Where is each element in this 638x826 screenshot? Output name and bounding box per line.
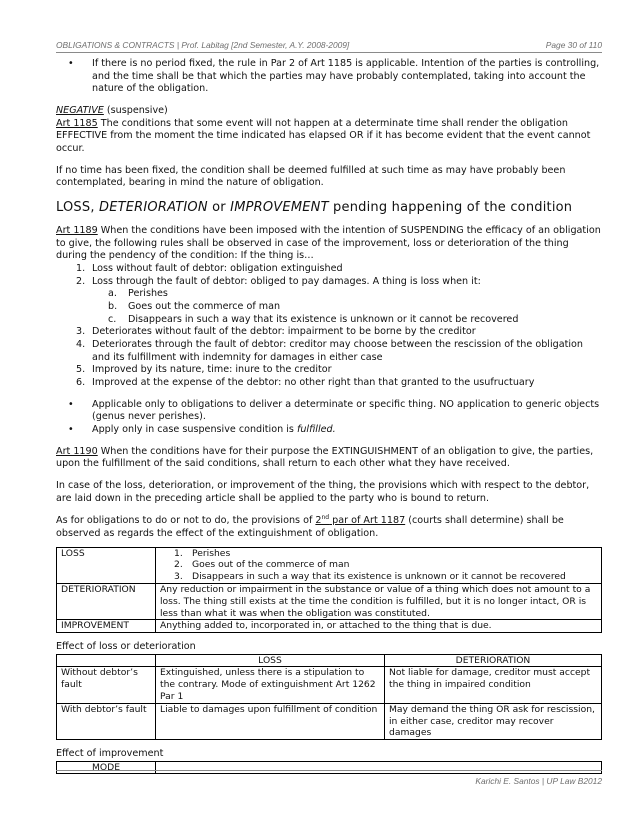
list-item: 4. Deteriorates through the fault of debtor: creditor may choose between the rescission of the obligation and its fulfillment with indemnity for damages in either case [76, 338, 583, 363]
table-cell: LOSS [57, 547, 156, 583]
page-header [56, 40, 602, 52]
sub-list-item: c. Disappears in such a way that its existence is unknown or it cannot be recovered [108, 313, 519, 325]
art-1189-ref: Art 1189 [56, 225, 98, 237]
list-item: 1. Loss without fault of debtor: obligation extinguished [76, 263, 343, 275]
art-1189: Art 1189 When the conditions have been imposed with the intention of SUSPENDING the efficacy of an obligation to give, the following rules shall be observed in case of the improvement, loss or deterioration of the thing during the pendency of the condition: If the thing is… [56, 225, 601, 262]
table-cell: Liable to damages upon fulfillment of condition [156, 703, 385, 739]
table-row [57, 547, 602, 583]
table-row [57, 583, 602, 619]
sub-list-item: a. Perishes [108, 288, 168, 300]
art-1185-ref: Art 1185 [56, 117, 98, 129]
table-header-row [57, 761, 602, 774]
table-cell: Extinguished, unless there is a stipulation to the contrary. Mode of extinguishment Art 1262 Par 1 [156, 667, 385, 703]
art-1190: Art 1190 When the conditions have for their purpose the EXTINGUISHMENT of an obligation to give, the parties, upon the fulfillment of the said conditions, shall return to each other what they have received. [56, 445, 594, 470]
definitions-table [56, 547, 602, 633]
list-item: 3. Deteriorates without fault of the debtor: impairment to be borne by the creditor [76, 326, 476, 338]
table-header: LOSS [156, 654, 385, 667]
table-cell: Without debtor’s fault [57, 667, 156, 703]
art-1187-ref: 2nd par of Art 1187 [315, 514, 406, 527]
table-header-row [57, 654, 602, 667]
bullet-item: • Apply only in case suspensive condition is fulfilled. [68, 423, 336, 435]
table-cell: With debtor’s fault [57, 703, 156, 739]
list-item: 5. Improved by its nature, time: inure to the creditor [76, 364, 332, 376]
page-content [56, 58, 602, 774]
page-footer: Karichi E. Santos | UP Law B2012 [475, 776, 602, 786]
bullet-icon: • [68, 58, 74, 69]
table-header: MODE [57, 761, 156, 774]
table-row [57, 667, 602, 703]
art-1190-paragraph: In case of the loss, deterioration, or improvement of the thing, the provisions which with respect to the debtor, are laid down in the preceding article shall be applied to the party who is bound to return. [56, 479, 590, 504]
art-1190-ref: Art 1190 [56, 445, 98, 457]
bullet-icon: • [68, 423, 74, 435]
table-cell: IMPROVEMENT [57, 620, 156, 633]
art-1185: Art 1185 The conditions that some event will not happen at a determinate time shall render the obligation EFFECTIVE from the moment the time indicated has elapsed OR if it has become evident that the event cannot occur. [56, 117, 591, 154]
table-cell: May demand the thing OR ask for rescission, in either case, creditor may recover damages [385, 703, 602, 739]
bullet-icon: • [68, 398, 74, 410]
header-title: OBLIGATIONS & CONTRACTS | Prof. Labitag [2nd Semester, A.Y. 2008-2009] [56, 40, 350, 50]
loss-deterioration-table [56, 654, 602, 740]
table-heading: Effect of improvement [56, 748, 164, 760]
table-row [57, 703, 602, 739]
table-cell: 1. Perishes 2. Goes out of the commerce of man 3. Disappears in such a way that its existence is unknown or it cannot be recovered [156, 547, 602, 583]
table-cell: Anything added to, incorporated in, or attached to the thing that is due. [156, 620, 602, 633]
bullet-item: • Applicable only to obligations to deliver a determinate or specific thing. NO application to generic objects (genus never perishes). [68, 398, 600, 423]
table-cell: Not liable for damage, creditor must accept the thing in impaired condition [385, 667, 602, 703]
header-rule [56, 52, 602, 53]
negative-heading: NEGATIVE (suspensive) [56, 104, 168, 116]
table-cell: Any reduction or impairment in the substance or value of a thing which does not amount to a loss. The thing still exists at the time the condition is fulfilled, but it is no longer intact, OR is less than what it was when the obligation was constituted. [156, 583, 602, 619]
table-row [57, 620, 602, 633]
sub-list-item: b. Goes out the commerce of man [108, 301, 281, 312]
table-heading: Effect of loss or deterioration [56, 641, 196, 653]
bullet-text: If there is no period fixed, the rule in Par 2 of Art 1185 is applicable. Intention of the parties is controlling, and the time shall be that which the parties may have probably contemplated, taking into account the nature of the obligation. [92, 58, 600, 95]
improvement-table [56, 761, 602, 775]
art-1190-paragraph: As for obligations to do or not to do, the provisions of 2nd par of Art 1187 (courts shall determine) shall be observed as regards the effect of the extinguishment of obligation. [56, 514, 564, 540]
table-cell: DETERIORATION [57, 583, 156, 619]
footer-rule [56, 770, 602, 771]
negative-paragraph: If no time has been fixed, the condition shall be deemed fulfilled at such time as may have probably been contemplated, bearing in mind the nature of obligation. [56, 164, 566, 189]
table-header: DETERIORATION [385, 654, 602, 667]
section-heading: LOSS, DETERIORATION or IMPROVEMENT pending happening of the condition [56, 199, 573, 215]
bullet-item [56, 58, 602, 96]
list-item: 2. Loss through the fault of debtor: obliged to pay damages. A thing is loss when it: [76, 275, 481, 287]
list-item: 6. Improved at the expense of the debtor: no other right than that granted to the usufructuary [76, 376, 535, 388]
page-number: Page 30 of 110 [545, 40, 602, 50]
